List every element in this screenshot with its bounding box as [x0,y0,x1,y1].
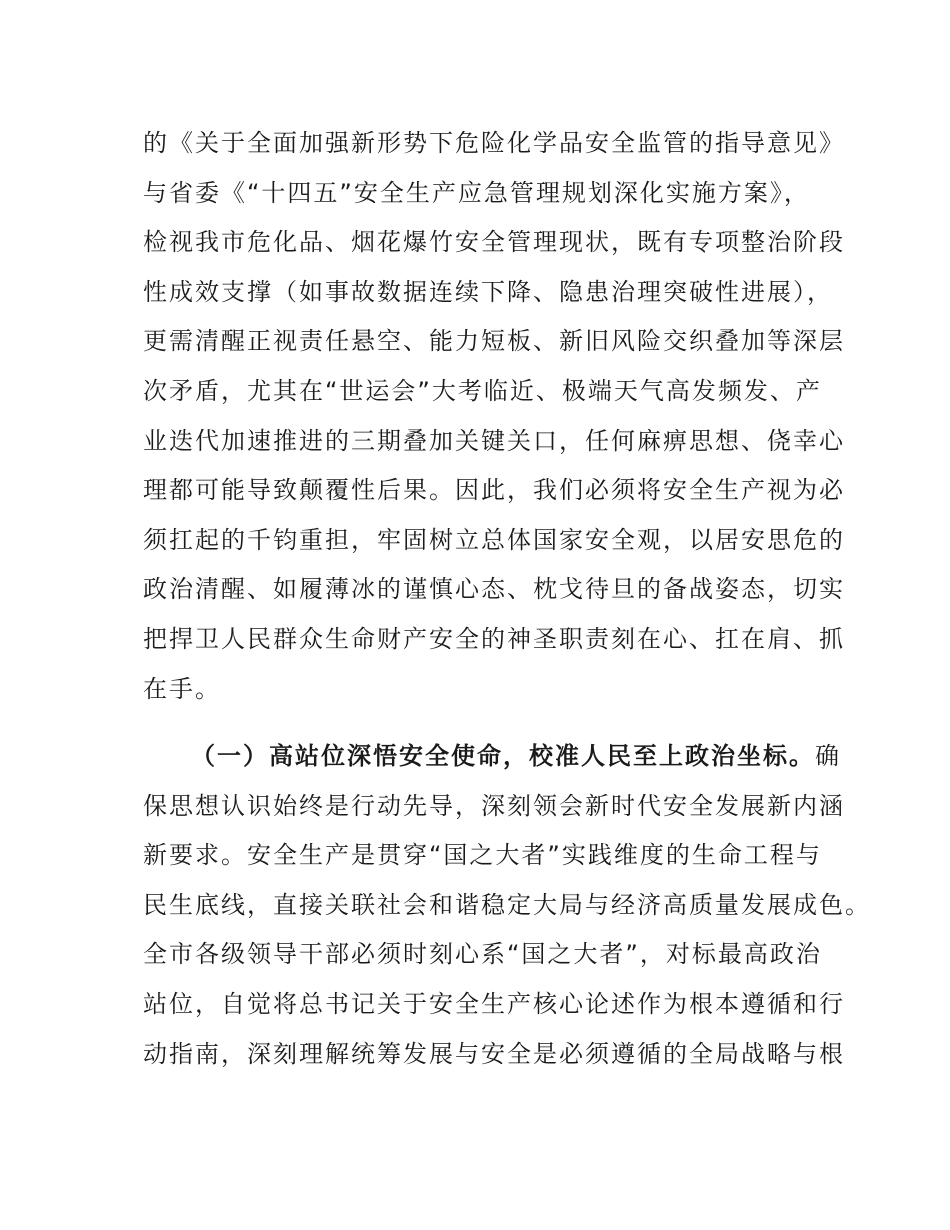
paragraph-line: 保思想认识始终是行动先导，深刻领会新时代安全发展新内涵 [143,791,845,820]
paragraph-line: 的《关于全面加强新形势下危险化学品安全监管的指导意见》 [143,129,845,157]
paragraph-line: 民生底线，直接关联社会和谐稳定大局与经济高质量发展成色。 [143,890,871,919]
paragraph-line: 性成效支撑（如事故数据连续下降、隐患治理突破性进展）， [143,277,833,306]
paragraph-line: 在手。 [143,674,221,703]
section-heading: （一）高站位深悟安全使命，校准人民至上政治坐标。 [191,742,815,770]
paragraph-line: 站位，自觉将总书记关于安全生产核心论述作为根本遵循和行 [143,989,845,1018]
section-heading-line [143,738,841,788]
paragraph-line: 新要求。安全生产是贯穿“国之大者”实践维度的生命工程与 [143,841,822,870]
paragraph-line: 政治清醒、如履薄冰的谨慎心态、枕戈待旦的备战姿态，切实 [143,575,845,604]
paragraph-line: 理都可能导致颠覆性后果。因此，我们必须将安全生产视为必 [143,476,845,505]
paragraph-line: 次矛盾，尤其在“世运会”大考临近、极端天气高发频发、产 [143,376,822,405]
paragraph-line: 全市各级领导干部必须时刻心系“国之大者”，对标最高政治 [143,940,822,969]
paragraph-line: 与省委《“十四五”安全生产应急管理规划深化实施方案》， [143,178,810,207]
paragraph-line: 把捍卫人民群众生命财产安全的神圣职责刻在心、扛在肩、抓 [143,624,845,653]
paragraph-line: 检视我市危化品、烟花爆竹安全管理现状，既有专项整治阶段 [143,228,845,257]
paragraph-line: 业迭代加速推进的三期叠加关键关口，任何麻痹思想、侥幸心 [143,426,845,455]
paragraph-line: 须扛起的千钧重担，牢固树立总体国家安全观，以居安思危的 [143,525,845,554]
paragraph-line: 更需清醒正视责任悬空、能力短板、新旧风险交织叠加等深层 [143,327,845,356]
paragraph-intro [143,125,845,720]
paragraph-line: 动指南，深刻理解统筹发展与安全是必须遵循的全局战略与根 [143,1039,845,1068]
heading-line-continuation: 确 [815,742,841,770]
paragraph-section-one [143,738,871,1085]
